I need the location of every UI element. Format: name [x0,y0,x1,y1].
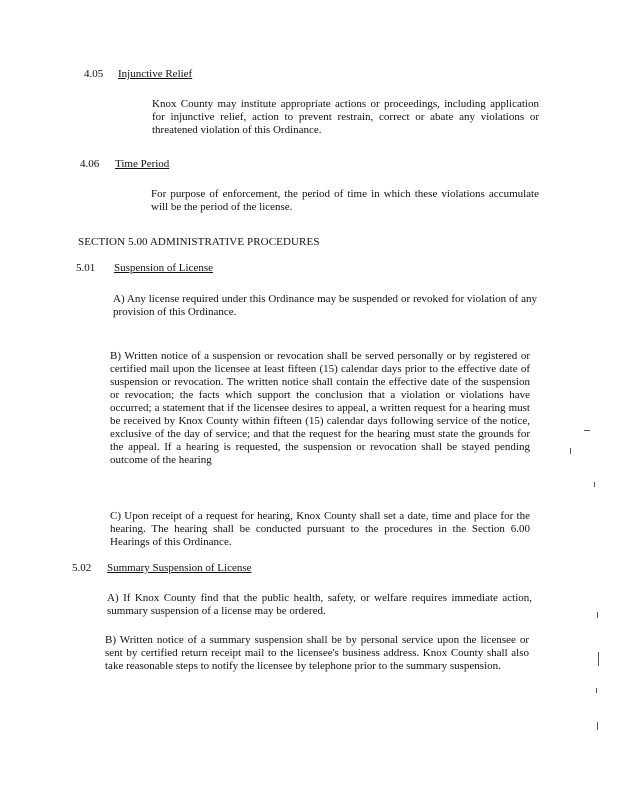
paragraph-5-01-a: A) Any license required under this Ordinance may be suspended or revoked for violation of any provision of this Ordinance. [113,293,537,318]
section-number: 5.01 [76,262,96,274]
section-number: 4.06 [80,158,100,170]
scan-mark [598,652,599,666]
section-title: Injunctive Relief [118,68,193,80]
scan-mark [584,430,590,431]
section-title: Time Period [115,158,170,170]
section-title: Suspension of License [114,262,213,274]
paragraph-5-01-b: B) Written notice of a suspension or revocation shall be served personally or by registered or certified mail upon the licensee at least fifteen (15) calendar days prior to the effective date of suspension or revocation. The written notice shall contain the effective date of the suspension or revocation; the facts which support the conclusion that a violation or violations have occurred; a statement that if the licensee desires to appeal, a written request for a hearing must be received by Knox County within fifteen (15) calendar days following service of the notice, exclusive of the day of service; and that the request for the hearing must state the grounds for the appeal. If a hearing is requested, the suspension or revocation shall be stayed pending outcome of the hearing [110,350,530,466]
heading-5-01 [76,262,213,275]
paragraph-4-05: Knox County may institute appropriate actions or proceedings, including application for injunctive relief, action to prevent restrain, correct or abate any violations or threatened violation of this Ordinance. [152,98,539,136]
heading-4-05 [84,68,193,81]
scan-mark [597,612,598,618]
scan-mark [570,448,571,454]
scan-mark [596,688,597,693]
section-number: 5.02 [72,562,92,574]
paragraph-5-01-c: C) Upon receipt of a request for hearing, Knox County shall set a date, time and place for the hearing. The hearing shall be conducted pursuant to the procedures in the Section 6.00 Hearings of this Ordinance. [110,510,530,548]
section-title: Summary Suspension of License [107,562,252,574]
scan-mark [594,482,595,487]
heading-4-06 [80,158,170,171]
paragraph-5-02-a: A) If Knox County find that the public health, safety, or welfare requires immediate action, summary suspension of a license may be ordered. [107,592,532,617]
scan-mark [597,722,598,730]
section-number: 4.05 [84,68,104,80]
paragraph-5-02-b: B) Written notice of a summary suspension shall be by personal service upon the licensee or sent by certified return receipt mail to the licensee's business address. Knox County shall also take reasonable steps to notify the licensee by telephone prior to the summary suspension. [105,634,529,672]
paragraph-4-06: For purpose of enforcement, the period of time in which these violations accumulate will be the period of the license. [151,188,539,213]
section-5-title: SECTION 5.00 ADMINISTRATIVE PROCEDURES [78,236,320,248]
heading-5-02 [72,562,252,575]
